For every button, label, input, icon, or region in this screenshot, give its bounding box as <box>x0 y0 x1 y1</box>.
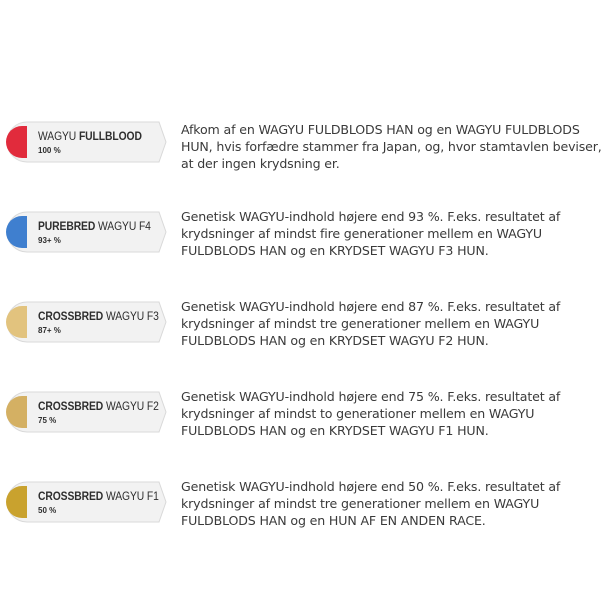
grade-row-fullblood <box>0 115 610 205</box>
grade-row-purebred-f4 <box>0 205 610 295</box>
grade-color-swatch <box>6 216 29 248</box>
grade-row-crossbred-f3 <box>0 295 610 385</box>
grade-badge <box>7 481 167 523</box>
grade-percent: 93+ % <box>38 236 61 245</box>
grade-description: Genetisk WAGYU-indhold højere end 93 %. F.eks. resultatet af krydsninger af mindst fire generationer mellem en WAGYU FULDBLODS HAN og en KRYDSET WAGYU F3 HUN. <box>181 209 561 258</box>
grade-percent: 87+ % <box>38 326 61 335</box>
grade-row-crossbred-f2 <box>0 385 610 475</box>
grade-title: WAGYU FULLBLOOD <box>38 129 142 143</box>
grade-row-crossbred-f1 <box>0 475 610 565</box>
grade-description: Genetisk WAGYU-indhold højere end 87 %. F.eks. resultatet af krydsninger af mindst tre generationer mellem en WAGYU FULDBLODS HAN og en KRYDSET WAGYU F2 HUN. <box>181 299 561 348</box>
grade-percent: 75 % <box>38 416 57 425</box>
grade-badge <box>7 391 167 433</box>
grade-color-swatch <box>6 396 29 428</box>
grade-title: CROSSBRED WAGYU F3 <box>38 309 159 323</box>
grade-percent: 50 % <box>38 506 57 515</box>
grade-percent: 100 % <box>38 146 61 155</box>
grade-title: PUREBRED WAGYU F4 <box>38 219 151 233</box>
grade-description: Afkom af en WAGYU FULDBLODS HAN og en WAGYU FULDBLODS HUN, hvis forfædre stammer fra Japan, og, hvor stamtavlen beviser, at der ingen krydsning er. <box>181 122 602 171</box>
grade-color-swatch <box>6 306 29 338</box>
grade-badge <box>7 301 167 343</box>
grade-description: Genetisk WAGYU-indhold højere end 75 %. F.eks. resultatet af krydsninger af mindst to generationer mellem en WAGYU FULDBLODS HAN og en KRYDSET WAGYU F1 HUN. <box>181 389 561 438</box>
grade-badge <box>7 121 167 163</box>
grade-description: Genetisk WAGYU-indhold højere end 50 %. F.eks. resultatet af krydsninger af mindst tre generationer mellem en WAGYU FULDBLODS HAN og en HUN AF EN ANDEN RACE. <box>181 479 561 528</box>
grade-title: CROSSBRED WAGYU F1 <box>38 489 159 503</box>
grade-color-swatch <box>6 486 29 518</box>
grade-title: CROSSBRED WAGYU F2 <box>38 399 159 413</box>
grade-color-swatch <box>6 126 29 158</box>
grade-badge <box>7 211 167 253</box>
